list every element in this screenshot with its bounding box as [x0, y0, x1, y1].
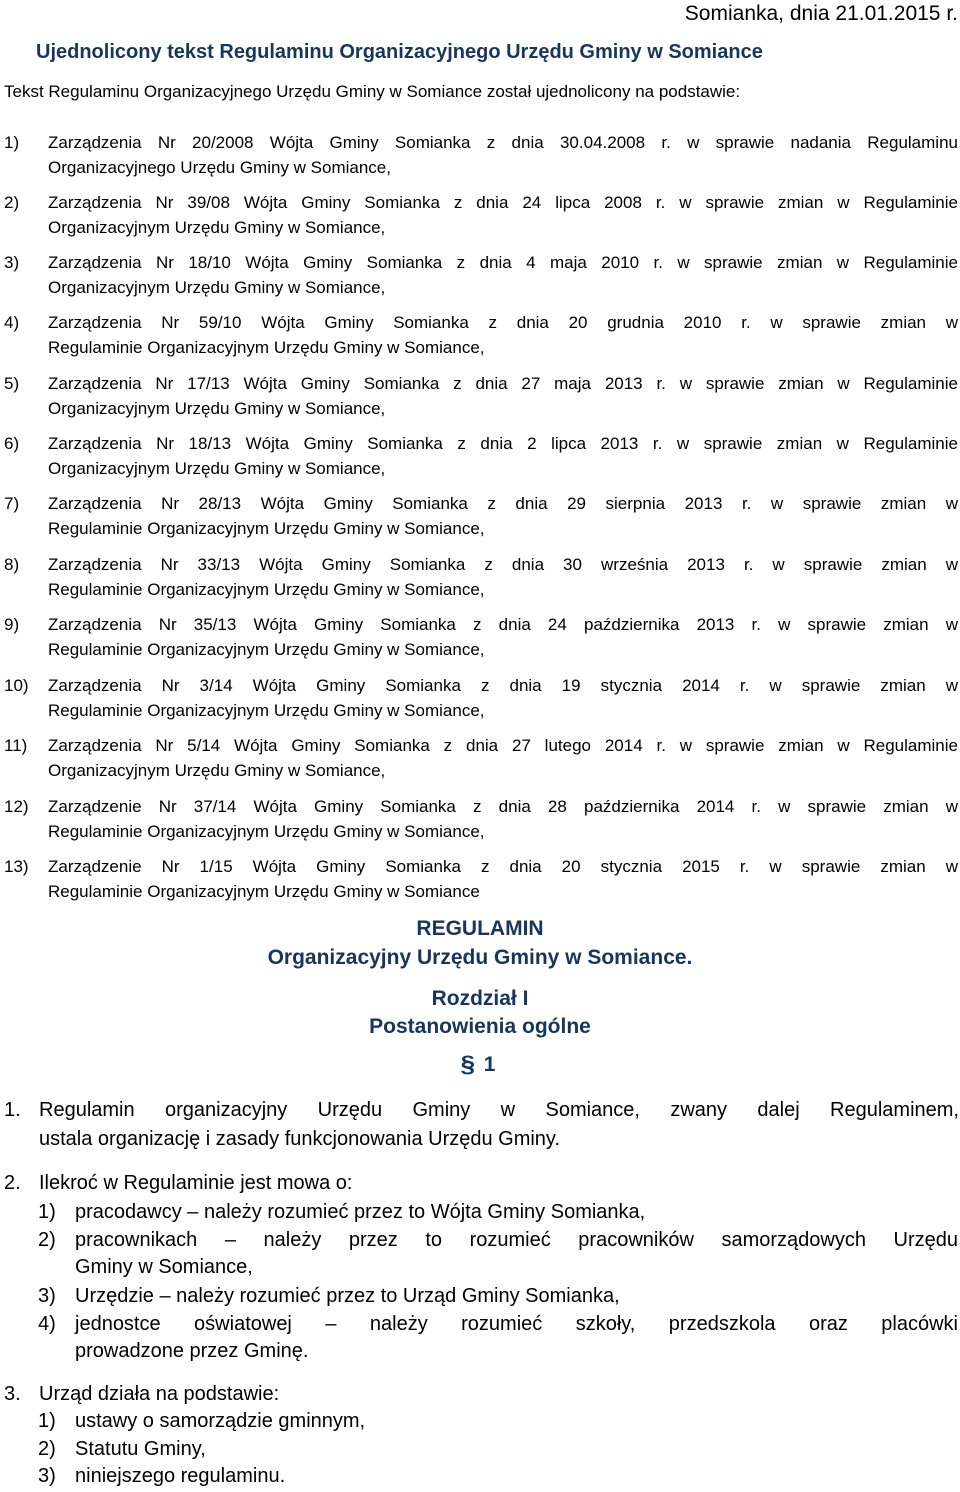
amendment-number: 12): [4, 797, 29, 816]
amendment-text-continued: Organizacyjnym Urzędu Gminy w Somiance,: [48, 459, 386, 478]
section-text: Ilekroć w Regulaminie jest mowa o:: [39, 1172, 353, 1194]
regulation-subtitle: Organizacyjny Urzędu Gminy w Somiance.: [267, 946, 693, 969]
amendment-text: Zarządzenia Nr 39/08 Wójta Gminy Somianka z dnia 24 lipca 2008 r. w sprawie zmian w Regulaminie: [48, 193, 958, 212]
section-text: Urząd działa na podstawie:: [39, 1383, 280, 1405]
amendment-text-continued: Organizacyjnym Urzędu Gminy w Somiance,: [48, 761, 386, 780]
amendment-number: 6): [4, 434, 20, 453]
item-text: niniejszego regulaminu.: [75, 1465, 286, 1487]
item-number: 3): [38, 1465, 56, 1487]
paragraph-heading: [462, 1052, 495, 1078]
amendment-number: 13): [4, 857, 29, 876]
amendment-text: Zarządzenia Nr 33/13 Wójta Gminy Somianka z dnia 30 września 2013 r. w sprawie zmian w: [48, 555, 958, 574]
amendment-number: 5): [4, 374, 20, 393]
item-text: ustawy o samorządzie gminnym,: [75, 1410, 366, 1432]
amendment-text-continued: Regulaminie Organizacyjnym Urzędu Gminy w Somiance,: [48, 822, 485, 841]
amendment-text: Zarządzenia Nr 17/13 Wójta Gminy Somianka z dnia 27 maja 2013 r. w sprawie zmian w Regulaminie: [48, 374, 958, 393]
amendment-text-continued: Organizacyjnym Urzędu Gminy w Somiance,: [48, 218, 386, 237]
amendment-text: Zarządzenia Nr 3/14 Wójta Gminy Somianka z dnia 19 stycznia 2014 r. w sprawie zmian w: [48, 676, 958, 695]
section-number: 3.: [4, 1383, 21, 1405]
document-date: Somianka, dnia 21.01.2015 r.: [684, 2, 958, 25]
amendment-number: 3): [4, 253, 20, 272]
amendment-text-continued: Regulaminie Organizacyjnym Urzędu Gminy w Somiance,: [48, 580, 485, 599]
amendment-text: Zarządzenia Nr 18/13 Wójta Gminy Somianka z dnia 2 lipca 2013 r. w sprawie zmian w Regulaminie: [48, 434, 958, 453]
item-number: 1): [38, 1201, 56, 1223]
document-title: Ujednolicony tekst Regulaminu Organizacyjnego Urzędu Gminy w Somiance: [36, 41, 763, 63]
amendment-text-continued: Organizacyjnym Urzędu Gminy w Somiance,: [48, 399, 386, 418]
section-sign-icon: §: [460, 1051, 476, 1078]
amendment-number: 2): [4, 193, 20, 212]
amendment-text-continued: Organizacyjnego Urzędu Gminy w Somiance,: [48, 158, 391, 177]
chapter-heading: Rozdział I: [431, 987, 529, 1010]
section-text-continued: ustala organizację i zasady funkcjonowania Urzędu Gminy.: [39, 1128, 561, 1150]
item-number: 1): [38, 1410, 56, 1432]
amendment-number: 7): [4, 494, 20, 513]
amendment-text: Zarządzenia Nr 20/2008 Wójta Gminy Somianka z dnia 30.04.2008 r. w sprawie nadania Regulaminu: [48, 133, 958, 152]
amendment-text-continued: Regulaminie Organizacyjnym Urzędu Gminy w Somiance,: [48, 640, 485, 659]
amendment-text: Zarządzenia Nr 18/10 Wójta Gminy Somianka z dnia 4 maja 2010 r. w sprawie zmian w Regulaminie: [48, 253, 958, 272]
item-text-continued: prowadzone przez Gminę.: [75, 1340, 309, 1362]
amendment-number: 8): [4, 555, 20, 574]
amendment-number: 4): [4, 313, 20, 332]
amendment-text: Zarządzenia Nr 59/10 Wójta Gminy Somianka z dnia 20 grudnia 2010 r. w sprawie zmian w: [48, 313, 958, 332]
item-text-continued: Gminy w Somiance,: [75, 1256, 253, 1278]
amendment-text: Zarządzenia Nr 35/13 Wójta Gminy Somianka z dnia 24 października 2013 r. w sprawie zmian w: [48, 615, 958, 634]
amendment-text-continued: Regulaminie Organizacyjnym Urzędu Gminy w Somiance: [48, 882, 480, 901]
amendment-text-continued: Regulaminie Organizacyjnym Urzędu Gminy w Somiance,: [48, 519, 485, 538]
item-number: 3): [38, 1285, 56, 1307]
item-text: Urzędzie – należy rozumieć przez to Urząd Gminy Somianka,: [75, 1285, 620, 1307]
amendment-number: 11): [4, 736, 28, 755]
amendment-number: 10): [4, 676, 29, 695]
item-text: pracownikach – należy przez to rozumieć pracowników samorządowych Urzędu: [75, 1229, 958, 1251]
chapter-title: Postanowienia ogólne: [369, 1015, 591, 1038]
amendment-text-continued: Regulaminie Organizacyjnym Urzędu Gminy w Somiance,: [48, 338, 485, 357]
item-text: jednostce oświatowej – należy rozumieć szkoły, przedszkola oraz placówki: [75, 1313, 958, 1335]
intro-paragraph: Tekst Regulaminu Organizacyjnego Urzędu Gminy w Somiance został ujednolicony na podstawie:: [4, 82, 741, 101]
section-number: 1.: [4, 1099, 21, 1121]
amendment-text: Zarządzenie Nr 1/15 Wójta Gminy Somianka z dnia 20 stycznia 2015 r. w sprawie zmian w: [48, 857, 958, 876]
item-text: Statutu Gminy,: [75, 1438, 206, 1460]
amendment-text: Zarządzenie Nr 37/14 Wójta Gminy Somianka z dnia 28 października 2014 r. w sprawie zmian w: [48, 797, 958, 816]
paragraph-number: 1: [483, 1053, 496, 1076]
amendment-text: Zarządzenia Nr 28/13 Wójta Gminy Somianka z dnia 29 sierpnia 2013 r. w sprawie zmian w: [48, 494, 958, 513]
item-text: pracodawcy – należy rozumieć przez to Wójta Gminy Somianka,: [75, 1201, 646, 1223]
section-text: Regulamin organizacyjny Urzędu Gminy w Somiance, zwany dalej Regulaminem,: [39, 1099, 959, 1121]
amendment-text: Zarządzenia Nr 5/14 Wójta Gminy Somianka z dnia 27 lutego 2014 r. w sprawie zmian w Regulaminie: [48, 736, 958, 755]
item-number: 2): [38, 1229, 56, 1251]
amendment-text-continued: Regulaminie Organizacyjnym Urzędu Gminy w Somiance,: [48, 701, 485, 720]
amendment-text-continued: Organizacyjnym Urzędu Gminy w Somiance,: [48, 278, 386, 297]
amendment-number: 1): [4, 133, 20, 152]
amendment-number: 9): [4, 615, 20, 634]
item-number: 2): [38, 1438, 56, 1460]
section-number: 2.: [4, 1172, 21, 1194]
regulation-title: REGULAMIN: [416, 917, 544, 940]
item-number: 4): [38, 1313, 56, 1335]
